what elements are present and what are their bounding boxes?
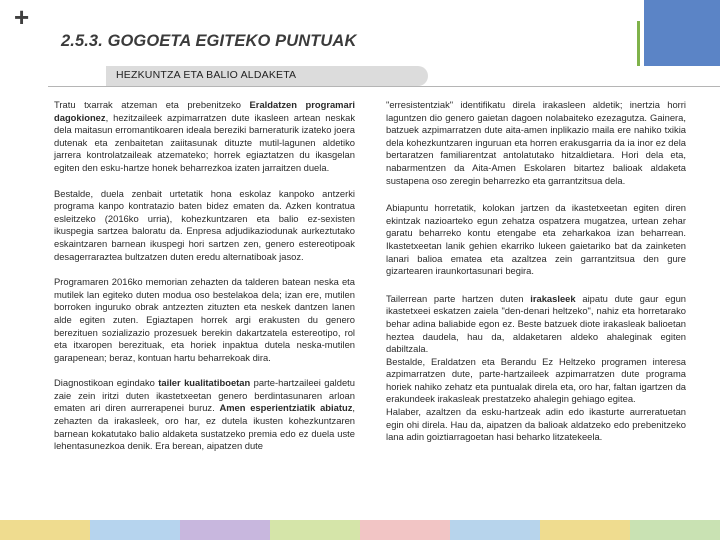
text-run: Diagnostikoan egindako <box>54 377 159 389</box>
accent-line <box>637 21 640 66</box>
text-run: Bestalde, Eraldatzen eta Berandu Ez Heltzeko programen interesa azpimarratzen dute, parte-hartzaileek azpimarratzen dute programa horiek nahiko zehatz eta puntualak direla eta, oro har, faltan igartzen da erakundeek irakasleak prestatzeko ahalegin gehiago egitea. <box>386 355 686 405</box>
text-run: Halaber, azaltzen da esku-hartzeak adin edo ikasturte aurreratuetan egin ohi direla. Hau da, aipatzen da balioak aldatzeko edo prebenitzeko lana adin goiztiarragoetan hasi beharko litzatekeela. <box>386 406 686 443</box>
left-paragraph-4 <box>54 377 355 453</box>
header-divider <box>48 86 720 87</box>
right-column <box>386 99 686 444</box>
text-run: Tailerrean parte hartzen duten <box>386 292 531 304</box>
right-paragraph-3 <box>386 293 686 444</box>
footer-color-segment <box>630 520 720 540</box>
left-paragraph-1 <box>54 99 355 175</box>
bold-run: tailer kualitatiboetan <box>158 377 251 389</box>
accent-square <box>644 0 720 66</box>
page-title: 2.5.3. GOGOETA EGITEKO PUNTUAK <box>61 32 357 50</box>
footer-color-segment <box>0 520 90 540</box>
bold-run: irakasleek <box>530 292 576 304</box>
text-run: , hezitzaileek azpimarratzen dute ikasleen artean neskak dela maitasun erromantikoaren ideala bereziki barneraturik izateko joera dutenak eta zenbaitetan zaiitasunak dituzte mutil-lagunen aldetiko jarrera kontrolatzaileak atzemateko; horrek egiaztatzen du ikasgelan egiten den esku-hartze honek beharrezkoa izaten jarraitzen duela. <box>54 111 355 173</box>
footer-color-segment <box>540 520 630 540</box>
footer-color-segment <box>90 520 180 540</box>
right-paragraph-2: Abiapuntu horretatik, kolokan jartzen da ikastetxeetan egiten diren ekintzak nazioarteko egun zehatza ospatzera mugatzea, urtean zehar garatu beharreko kontu etengabe eta zeharkakoa izan beharrean. Ikastetxeetan lanik gehien ekarriko lukeen gaietariko bat da zainketen lanari balioa ematea eta azaltzea zein garrantzitsua den gure gizartearen iraunkortasunari begira. <box>386 202 686 277</box>
section-label: HEZKUNTZA ETA BALIO ALDAKETA <box>116 69 297 81</box>
footer-color-bar <box>0 520 720 540</box>
plus-icon: + <box>14 2 30 32</box>
footer-color-segment <box>360 520 450 540</box>
text-run: aipatu dute gaur egun ikastetxeei eskatzen zaiela "den-denari heltzeko", nahiz eta horretarako behar adina baliabide egon ez. Beste batzuek diote irakasleak balioetan heztea daudela, hau da, aldaketaren aldeko ahaleginak egiten dabiltzala. <box>386 292 686 355</box>
bold-run: Eraldatzen programari dagokionez <box>54 99 355 123</box>
right-paragraph-1: "erresistentziak" identifikatu direla irakasleen aldetik; inertzia horri laguntzen dio genero gaietan dagoen nolabaiteko ezezagutza. Gainera, batzuek azpimarratzen dute aita-amen inplikazio maila ere nahiko txikia dela kohezkuntzaren inguruan eta horren erakusgarria da ia inor ez dela bertaratzen familiarentzat antolatutako hitzaldietara. Hori dela eta, nabarmentzen da Aita-Amen Eskolaren bitartez balioak aldaketa sustapena oso zeregin beharrezko eta garrantzitsua dela. <box>386 99 686 186</box>
text-run: , zehazten da irakasleek, oro har, ez dutela ikusten kohezkuntzaren barnean kokatutako balio aldaketa sustatzeko premia edo ez duela uste lehentasunezkoa denik. Era berean, aipatzen dute <box>54 402 355 452</box>
footer-color-segment <box>180 520 270 540</box>
bold-run: Amen esperientziatik abiatuz <box>219 402 353 414</box>
left-paragraph-2: Bestalde, duela zenbait urtetatik hona eskolaz kanpoko antzerki programa kanpo kontratazio baten bidez ematen da. Azken kontratua esleitzeko (2016ko urria), kohezkuntzaren eta balio ez-sexisten ikuspegia sartzea baloratu da. Enpresa adjudikaziodunak aurkeztutako eskaintzaren barnean ikuspegi hori sartzen zen, genero estereotipoak desagerraraztea bultzatzen duten eredu alternatiboak jasoz. <box>54 187 355 262</box>
text-run: parte-hartzaileei galdetu zaie zein iritzi duten ikastetxeetan genero berdintasunaren arloan ematen ari diren aurrerapenei buruz. <box>54 377 355 414</box>
left-paragraph-3: Programaren 2016ko memorian zehazten da talderen batean neska eta mutilek lan egiteko duten modua oso bestelakoa dela; izan ere, mutilen borroken inguruko obrak antzezten zituzten eta neskek dantzen lanen alde egiten zuten. Egiaztapen horrek argi erakusten du genero berezituen sozializazio prozesuek berekin dakartzatela estereotipo, rol eta itxaropen berezituak, eta horiek inpaktua dutela neska-mutilen garapenean; beraz, kontuan hartu beharrekoak dira. <box>54 276 355 363</box>
left-column <box>54 99 355 453</box>
text-run: Tratu txarrak atzeman eta prebenitzeko <box>54 99 250 110</box>
footer-color-segment <box>450 520 540 540</box>
footer-color-segment <box>270 520 360 540</box>
